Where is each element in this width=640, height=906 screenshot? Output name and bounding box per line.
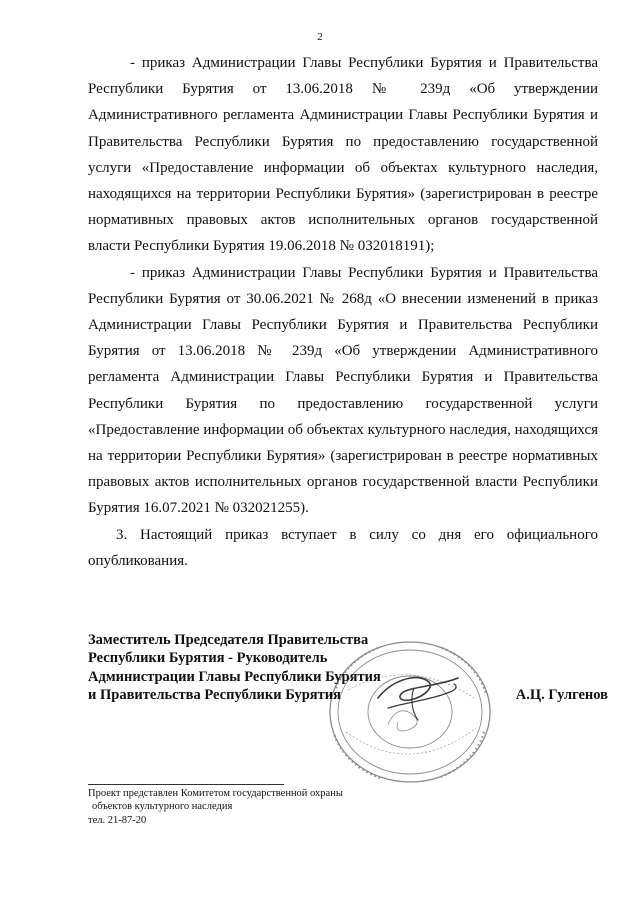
footer-phone: тел. 21-87-20	[88, 814, 147, 826]
signer-position-line-1: Заместитель Председателя Правительства	[88, 632, 369, 648]
footer-line-1: Проект представлен Комитетом государственной охраны	[88, 788, 343, 799]
document-body	[88, 50, 598, 574]
footer-divider	[88, 784, 284, 785]
page-number: 2	[317, 31, 323, 43]
signer-position-line-3: Администрации Главы Республики Бурятия	[88, 668, 381, 685]
footer-note	[88, 787, 408, 827]
paragraph-order-2021: - приказ Администрации Главы Республики Бурятия и Правительства Республики Бурятия от 30.06.2021 № 268д «О внесении изменений в приказ Администрации Главы Республики Бурятия и Правительства Республики Бурятия от 13.06.2018 № 239д «Об утверждении Административного регламента Администрации Главы Республики Бурятия и Правительства Республики Бурятия по предоставлению государственной услуги «Предоставление информации об объектах культурного наследия, находящихся на территории Республики Бурятия» (зарегистрирован в реестре нормативных правовых актов исполнительных органов государственной власти Республики Бурятия 16.07.2021 № 032021255).	[88, 264, 598, 517]
signer-position-line-4: и Правительства Республики Бурятия	[88, 686, 341, 703]
footer-line-2: объектов культурного наследия	[92, 801, 233, 813]
signer-name: А.Ц. Гулгенов	[515, 687, 608, 703]
paragraph-order-2018: - приказ Администрации Главы Республики Бурятия и Правительства Республики Бурятия от 13.06.2018 № 239д «Об утверждении Административного регламента Администрации Главы Республики Бурятия и Правительства Республики Бурятия по предоставлению государственной услуги «Предоставление информации об объектах культурного наследия, находящихся на территории Республики Бурятия» (зарегистрирован в реестре нормативных правовых актов исполнительных органов государственной власти Республики Бурятия 19.06.2018 № 032018191);	[88, 55, 598, 255]
signer-position-line-2: Республики Бурятия - Руководитель	[88, 650, 328, 667]
paragraph-effective-date: 3. Настоящий приказ вступает в силу со дня его официального опубликования.	[88, 526, 598, 569]
